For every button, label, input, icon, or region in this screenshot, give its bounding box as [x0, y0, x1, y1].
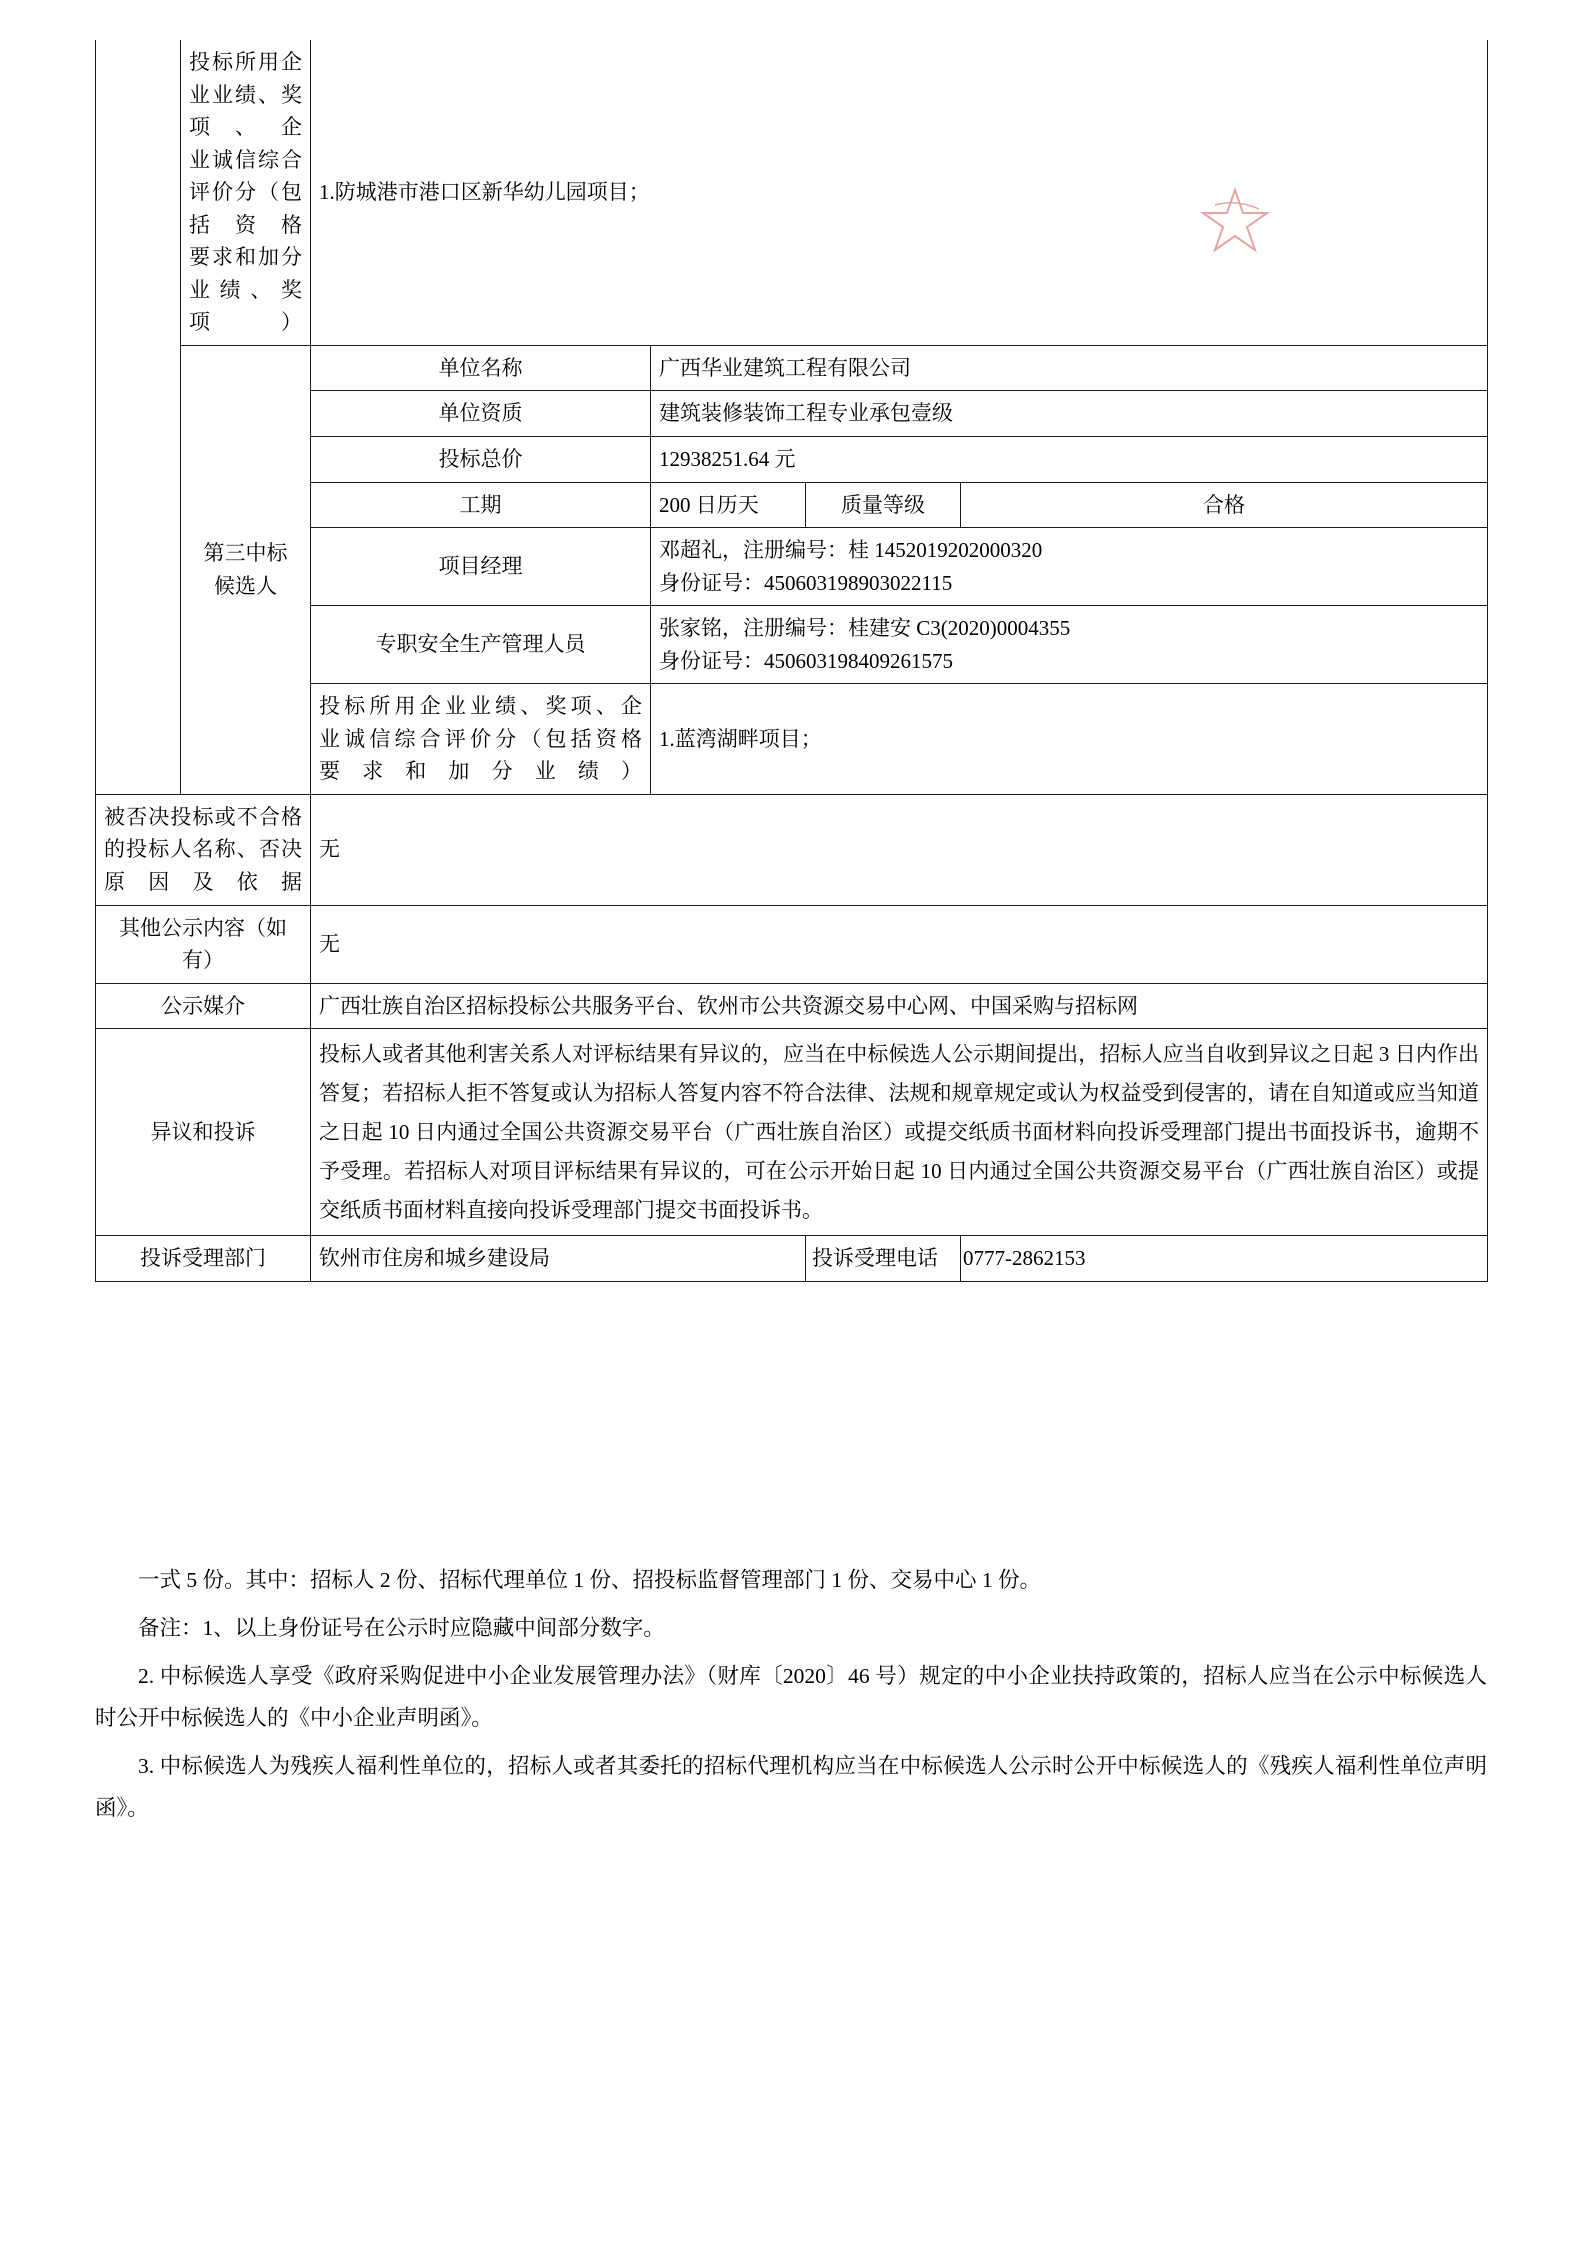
first-item-label-cell: 投标所用企业业绩、奖项、企 业诚信综合评价分（包括资格 要求和加分业绩、奖项）	[181, 40, 311, 345]
value-other-content: 无	[311, 905, 1488, 983]
table-row	[96, 983, 1488, 1029]
table-row	[96, 794, 1488, 905]
safety-officer-line2: 身份证号：450603198409261575	[659, 648, 953, 673]
label-company-qualification: 单位资质	[311, 391, 651, 437]
label-objection: 异议和投诉	[96, 1029, 311, 1236]
value-total-bid-price: 12938251.64 元	[651, 437, 1488, 483]
candidate-title-cell: 第三中标 候选人	[181, 345, 311, 794]
first-item-value: 1.防城港市港口区新华幼儿园项目；	[311, 40, 1488, 345]
value-complaint-phone: 0777-2862153	[961, 1236, 1488, 1282]
label-rejected-bidders: 被否决投标或不合格 的投标人名称、否决 原因及依据	[96, 794, 311, 905]
label-safety-officer: 专职安全生产管理人员	[311, 606, 651, 684]
table-row	[96, 40, 1488, 345]
label-quality-grade: 质量等级	[806, 482, 961, 528]
safety-officer-line1: 张家铭，注册编号：桂建安 C3(2020)0004355	[659, 616, 1071, 641]
value-objection: 投标人或者其他利害关系人对评标结果有异议的，应当在中标候选人公示期间提出，招标人应当自收到异议之日起 3 日内作出答复；若招标人拒不答复或认为招标人答复内容不符合法律、法规和规章规定或认为权益受到侵害的，请在自知道或应当知道之日起 10 日内通过全国公共资源交易平台（广西壮族自治区）或提交纸质书面材料向投诉受理部门提出书面投诉书，逾期不予受理。若招标人对项目评标结果有异议的，可在公示开始日起 10 日内通过全国公共资源交易平台（广西壮族自治区）或提交纸质书面材料直接向投诉受理部门提交书面投诉书。	[311, 1029, 1488, 1236]
value-rejected-bidders: 无	[311, 794, 1488, 905]
table-row	[96, 1029, 1488, 1236]
value-quality-grade: 合格	[961, 482, 1488, 528]
value-performance: 1.蓝湾湖畔项目；	[651, 684, 1488, 795]
label-duration: 工期	[311, 482, 651, 528]
outer-spacer-cell	[96, 40, 181, 794]
footer-notes	[95, 1560, 1487, 1836]
project-manager-line2: 身份证号：450603198903022115	[659, 570, 953, 595]
label-other-content: 其他公示内容（如有）	[96, 905, 311, 983]
bid-announcement-table	[95, 40, 1487, 1282]
value-duration: 200 日历天	[651, 482, 806, 528]
value-publicity-media: 广西壮族自治区招标投标公共服务平台、钦州市公共资源交易中心网、中国采购与招标网	[311, 983, 1488, 1029]
label-performance: 投标所用企业业绩、奖项、企 业诚信综合评价分（包括资格 要求和加分业绩）	[311, 684, 651, 795]
value-safety-officer	[651, 606, 1488, 684]
table-row	[96, 345, 1488, 391]
label-project-manager: 项目经理	[311, 528, 651, 606]
note-copies: 一式 5 份。其中：招标人 2 份、招标代理单位 1 份、招投标监督管理部门 1 份、交易中心 1 份。	[138, 1568, 1042, 1592]
note-remark-3: 3. 中标候选人为残疾人福利性单位的，招标人或者其委托的招标代理机构应当在中标候选人公示时公开中标候选人的《残疾人福利性单位声明函》。	[95, 1753, 1487, 1820]
main-table	[95, 40, 1488, 1282]
label-publicity-media: 公示媒介	[96, 983, 311, 1029]
table-row	[96, 1236, 1488, 1282]
label-complaint-phone: 投诉受理电话	[806, 1236, 961, 1282]
value-company-name: 广西华业建筑工程有限公司	[651, 345, 1488, 391]
value-complaint-dept: 钦州市住房和城乡建设局	[311, 1236, 806, 1282]
label-complaint-dept: 投诉受理部门	[96, 1236, 311, 1282]
label-company-name: 单位名称	[311, 345, 651, 391]
value-project-manager	[651, 528, 1488, 606]
project-manager-line1: 邓超礼，注册编号：桂 1452019202000320	[659, 538, 1043, 563]
table-row	[96, 905, 1488, 983]
note-remark-2: 2. 中标候选人享受《政府采购促进中小企业发展管理办法》（财库〔2020〕46 号）规定的中小企业扶持政策的，招标人应当在公示中标候选人时公开中标候选人的《中小企业声明函》。	[95, 1663, 1487, 1730]
note-remark-1: 备注：1、以上身份证号在公示时应隐藏中间部分数字。	[138, 1615, 665, 1640]
label-total-bid-price: 投标总价	[311, 437, 651, 483]
value-company-qualification: 建筑装修装饰工程专业承包壹级	[651, 391, 1488, 437]
